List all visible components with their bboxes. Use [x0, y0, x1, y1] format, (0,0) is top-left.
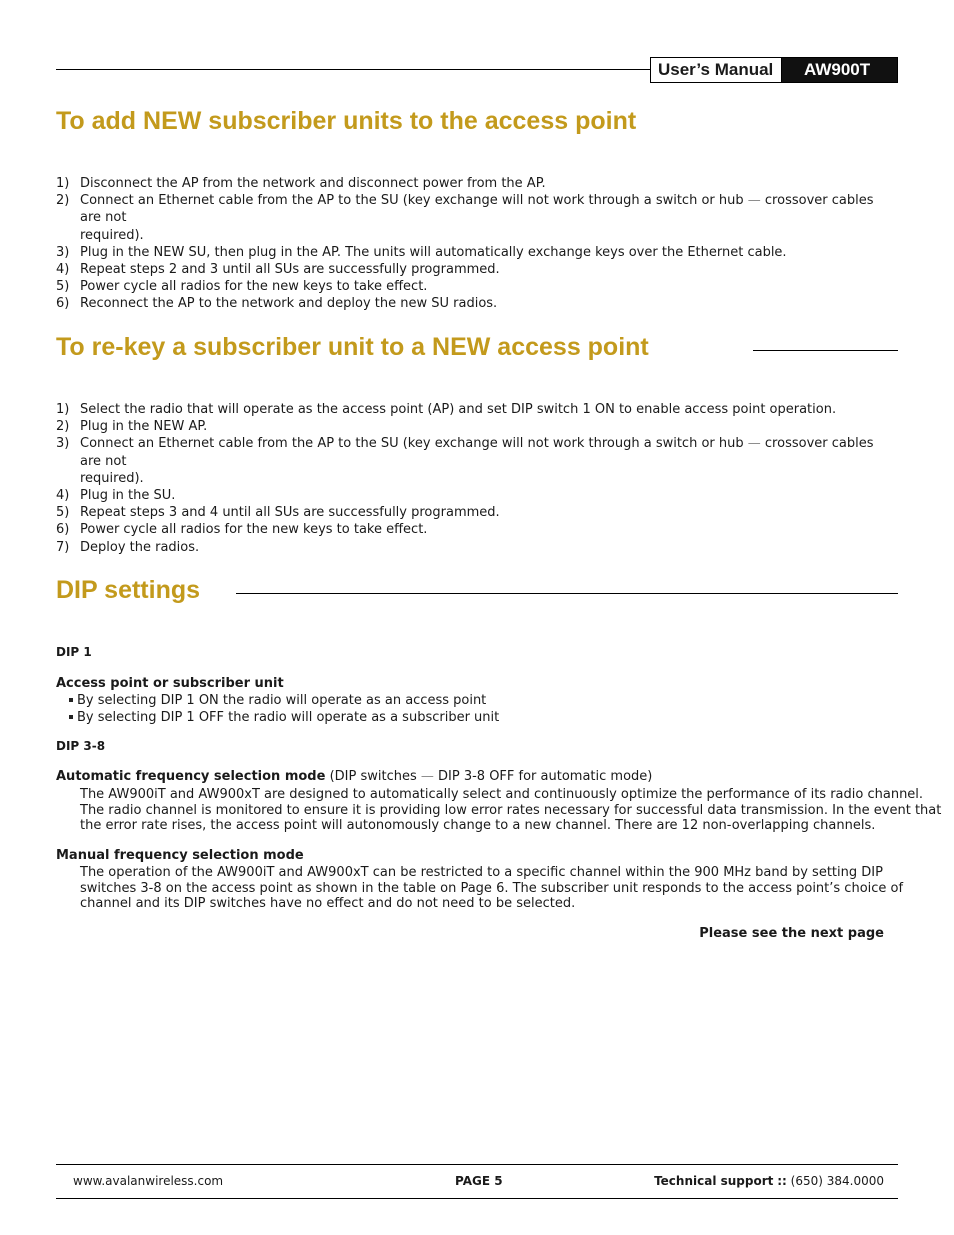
- section2-steps: [56, 401, 898, 556]
- section2-title: To re-key a subscriber unit to a NEW access point: [56, 333, 649, 361]
- footer-support: Technical support :: (650) 384.0000: [654, 1174, 884, 1188]
- dip1-heading: DIP 1: [56, 645, 92, 659]
- list-item: 2) Connect an Ethernet cable from the AP to the SU (key exchange will not work through a switch or hub — crossover cables are not required).: [56, 193, 874, 243]
- header-box: [650, 57, 898, 83]
- list-item: 5) Power cycle all radios for the new keys to take effect.: [56, 279, 428, 295]
- footer-page-number: PAGE 5: [455, 1174, 503, 1188]
- dip1-bullets: [53, 692, 499, 726]
- list-item: 3) Connect an Ethernet cable from the AP to the SU (key exchange will not work through a switch or hub — crossover cables are not required).: [56, 436, 874, 486]
- dip1-subheading: Access point or subscriber unit: [56, 676, 284, 691]
- dip38-heading: DIP 3-8: [56, 739, 106, 753]
- manual-label: User’s Manual: [651, 58, 782, 82]
- list-item: 7) Deploy the radios.: [56, 539, 200, 555]
- footer-website: www.avalanwireless.com: [73, 1174, 224, 1188]
- section1-steps: [56, 175, 898, 313]
- list-item: By selecting DIP 1 ON the radio will operate as an access point: [53, 692, 499, 709]
- list-item: 4) Repeat steps 2 and 3 until all SUs are successfully programmed.: [56, 262, 500, 278]
- list-item: 2) Plug in the NEW AP.: [56, 419, 208, 435]
- header-rule: [56, 69, 650, 70]
- section1-title: To add NEW subscriber units to the access point: [56, 107, 637, 135]
- auto-mode-text: The AW900iT and AW900xT are designed to automatically select and continuously optimize the performance of its radio channel. The radio channel is monitored to ensure it is providing low error rates necessary for successful data transmission. In the event that the error rate rises, the access point will autonomously change to a new channel. There are 12 non-overlapping channels.: [80, 787, 942, 833]
- footer-top-rule: [56, 1164, 898, 1165]
- list-item: 6) Reconnect the AP to the network and deploy the new SU radios.: [56, 296, 498, 312]
- next-page-note: Please see the next page: [699, 926, 884, 941]
- list-item: 1) Disconnect the AP from the network and disconnect power from the AP.: [56, 176, 546, 191]
- section3-rule: [236, 593, 898, 594]
- list-item: 5) Repeat steps 3 and 4 until all SUs are successfully programmed.: [56, 505, 500, 521]
- footer-bottom-rule: [56, 1198, 898, 1199]
- section3-title: DIP settings: [56, 576, 201, 604]
- auto-mode-heading: Automatic frequency selection mode (DIP switches — DIP 3-8 OFF for automatic mode): [56, 769, 653, 784]
- list-item: 3) Plug in the NEW SU, then plug in the AP. The units will automatically exchange keys over the Ethernet cable.: [56, 244, 787, 260]
- list-item: By selecting DIP 1 OFF the radio will operate as a subscriber unit: [53, 709, 499, 726]
- manual-mode-text: The operation of the AW900iT and AW900xT can be restricted to a specific channel within the 900 MHz band by setting DIP switches 3-8 on the access point as shown in the table on Page 6. The subscriber unit responds to the access point’s choice of channel and its DIP switches have no effect and do not need to be selected.: [80, 865, 904, 911]
- section2-rule: [753, 350, 898, 351]
- list-item: 4) Plug in the SU.: [56, 488, 176, 504]
- list-item: 1) Select the radio that will operate as the access point (AP) and set DIP switch 1 ON to enable access point operation.: [56, 402, 837, 417]
- manual-mode-heading: Manual frequency selection mode: [56, 848, 304, 863]
- list-item: 6) Power cycle all radios for the new keys to take effect.: [56, 522, 428, 538]
- model-label: AW900T: [782, 58, 897, 82]
